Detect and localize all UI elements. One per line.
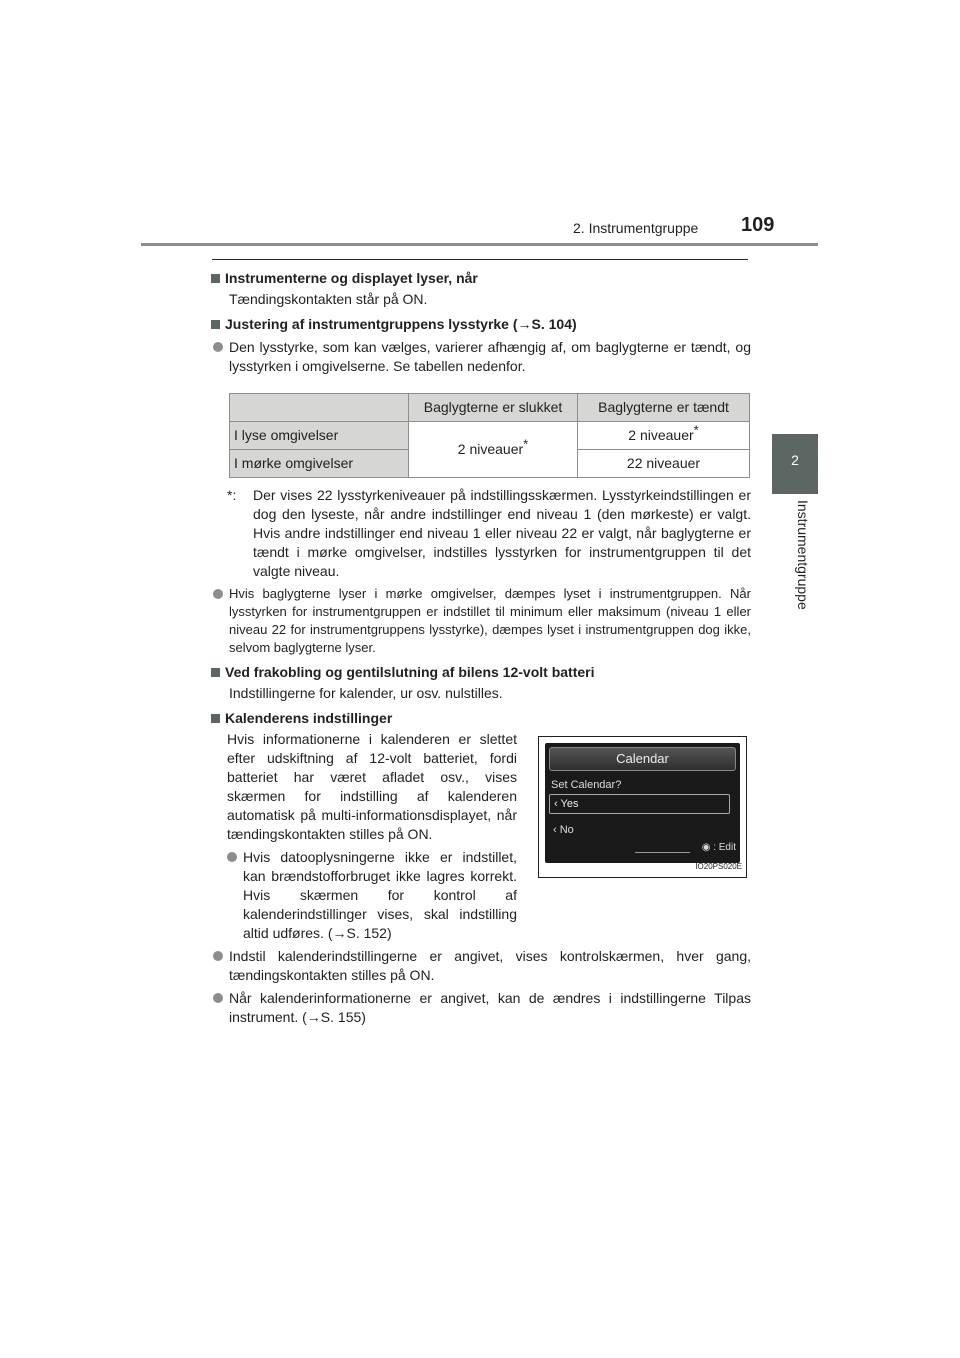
square-bullet-icon <box>211 320 220 329</box>
display-question: Set Calendar? <box>551 779 622 791</box>
circle-bullet-icon <box>213 589 223 599</box>
footnote: *: Der vises 22 lysstyrkeniveauer på indstillingsskærmen. Lysstyrkeindstillingen er dog den lyseste, når andre indstillinger end niveau 1 (den mørkeste) er valgt. Hvis andre indstillinger end niveau 1 eller niveau 22 er valgt, når baglygterne er tændt i mørke omgivelser, indstilles lysstyrken for instrumentgruppen til det valgte niveau. <box>227 487 751 579</box>
side-tab-label: Instrumentgruppe <box>795 500 811 610</box>
side-tab <box>772 434 818 494</box>
header-section-title: 2. Instrumentgruppe <box>573 220 699 236</box>
table-row-label: I lyse omgivelser <box>230 422 409 450</box>
circle-bullet-icon <box>227 852 237 862</box>
calendar-screen-image <box>538 736 747 878</box>
calendar-block <box>211 730 751 943</box>
section-heading: Kalenderens indstillinger <box>211 709 751 728</box>
circle-bullet-icon <box>213 993 223 1003</box>
section-heading: Ved frakobling og gentilslutning af bilens 12-volt batteri <box>211 663 751 682</box>
image-code: IO20PS020E <box>695 862 742 871</box>
square-bullet-icon <box>211 668 220 677</box>
bullet-item: Den lysstyrke, som kan vælges, varierer afhængig af, om baglygterne er tændt, og lysstyrken i omgivelserne. Se tabellen nedenfor. <box>211 338 751 376</box>
display-option-yes: ‹ Yes <box>549 794 730 814</box>
bullet-item: Hvis baglygterne lyser i mørke omgivelser, dæmpes lyset i instrumentgruppen. Når lysstyrken for instrumentgruppen er indstillet til minimum eller maksimum (niveau 1 eller niveau 22 for instrumentgruppens lysstyrke), dæmpes lyset i instrumentgruppen dog ikke, selvom baglygterne lyser. <box>211 585 751 657</box>
section-heading: Justering af instrumentgruppens lysstyrke (→S. 104) <box>211 315 751 334</box>
table-header-cell: Baglygterne er slukket <box>409 394 578 422</box>
bullet-item: Indstil kalenderindstillingerne er angivet, vises kontrolskærmen, hver gang, tændingskontakten stilles på ON. <box>211 947 751 985</box>
section-body: Indstillingerne for kalender, ur osv. nulstilles. <box>229 685 503 701</box>
footnote-mark: *: <box>227 487 237 503</box>
page-number: 109 <box>741 214 775 236</box>
table-cell: 2 niveauer* <box>578 422 750 450</box>
display-swoosh <box>635 852 691 853</box>
brightness-table <box>229 393 750 478</box>
table-cell: 22 niveauer <box>578 450 750 478</box>
table-cell: 2 niveauer* <box>409 422 578 478</box>
section-heading: Instrumenterne og displayet lyser, når <box>211 269 751 288</box>
square-bullet-icon <box>211 714 220 723</box>
table-corner-cell <box>230 394 409 422</box>
calendar-text: Hvis informationerne i kalenderen er slettet efter udskiftning af 12-volt batteriet, fordi batteriet har været afladet osv., vises skærmen for indstilling af kalenderen automatisk på multi-informationsdisplayet, når tændingskontakten stilles på ON. Hvis datooplysningerne ikke er indstillet, kan brændstofforbruget ikke lagres korrekt. Hvis skærmen for kontrol af kalenderindstillinger vises, skal indstilling altid udføres. (→S. 152) <box>227 731 517 941</box>
bullet-item: Hvis datooplysningerne ikke er indstillet, kan brændstofforbruget ikke lagres korrekt. Hvis skærmen for kontrol af kalenderindstillinger vises, skal indstilling altid udføres. (→S. 152) <box>227 848 517 943</box>
square-bullet-icon <box>211 274 220 283</box>
side-tab-number: 2 <box>791 452 799 468</box>
section-body: Tændingskontakten står på ON. <box>229 291 428 307</box>
display-title: Calendar <box>549 747 736 771</box>
content-rule <box>212 259 748 260</box>
header-rule <box>141 243 818 246</box>
circle-bullet-icon <box>213 342 223 352</box>
table-header-cell: Baglygterne er tændt <box>578 394 750 422</box>
circle-bullet-icon <box>213 951 223 961</box>
display-edit-hint: ◉ : Edit <box>701 842 736 853</box>
table-row-label: I mørke omgivelser <box>230 450 409 478</box>
display-panel <box>545 743 740 863</box>
content <box>211 266 751 1027</box>
bullet-item: Når kalenderinformationerne er angivet, kan de ændres i indstillingerne Tilpas instrument. (→S. 155) <box>211 989 751 1027</box>
display-option-no: ‹ No <box>553 824 574 836</box>
